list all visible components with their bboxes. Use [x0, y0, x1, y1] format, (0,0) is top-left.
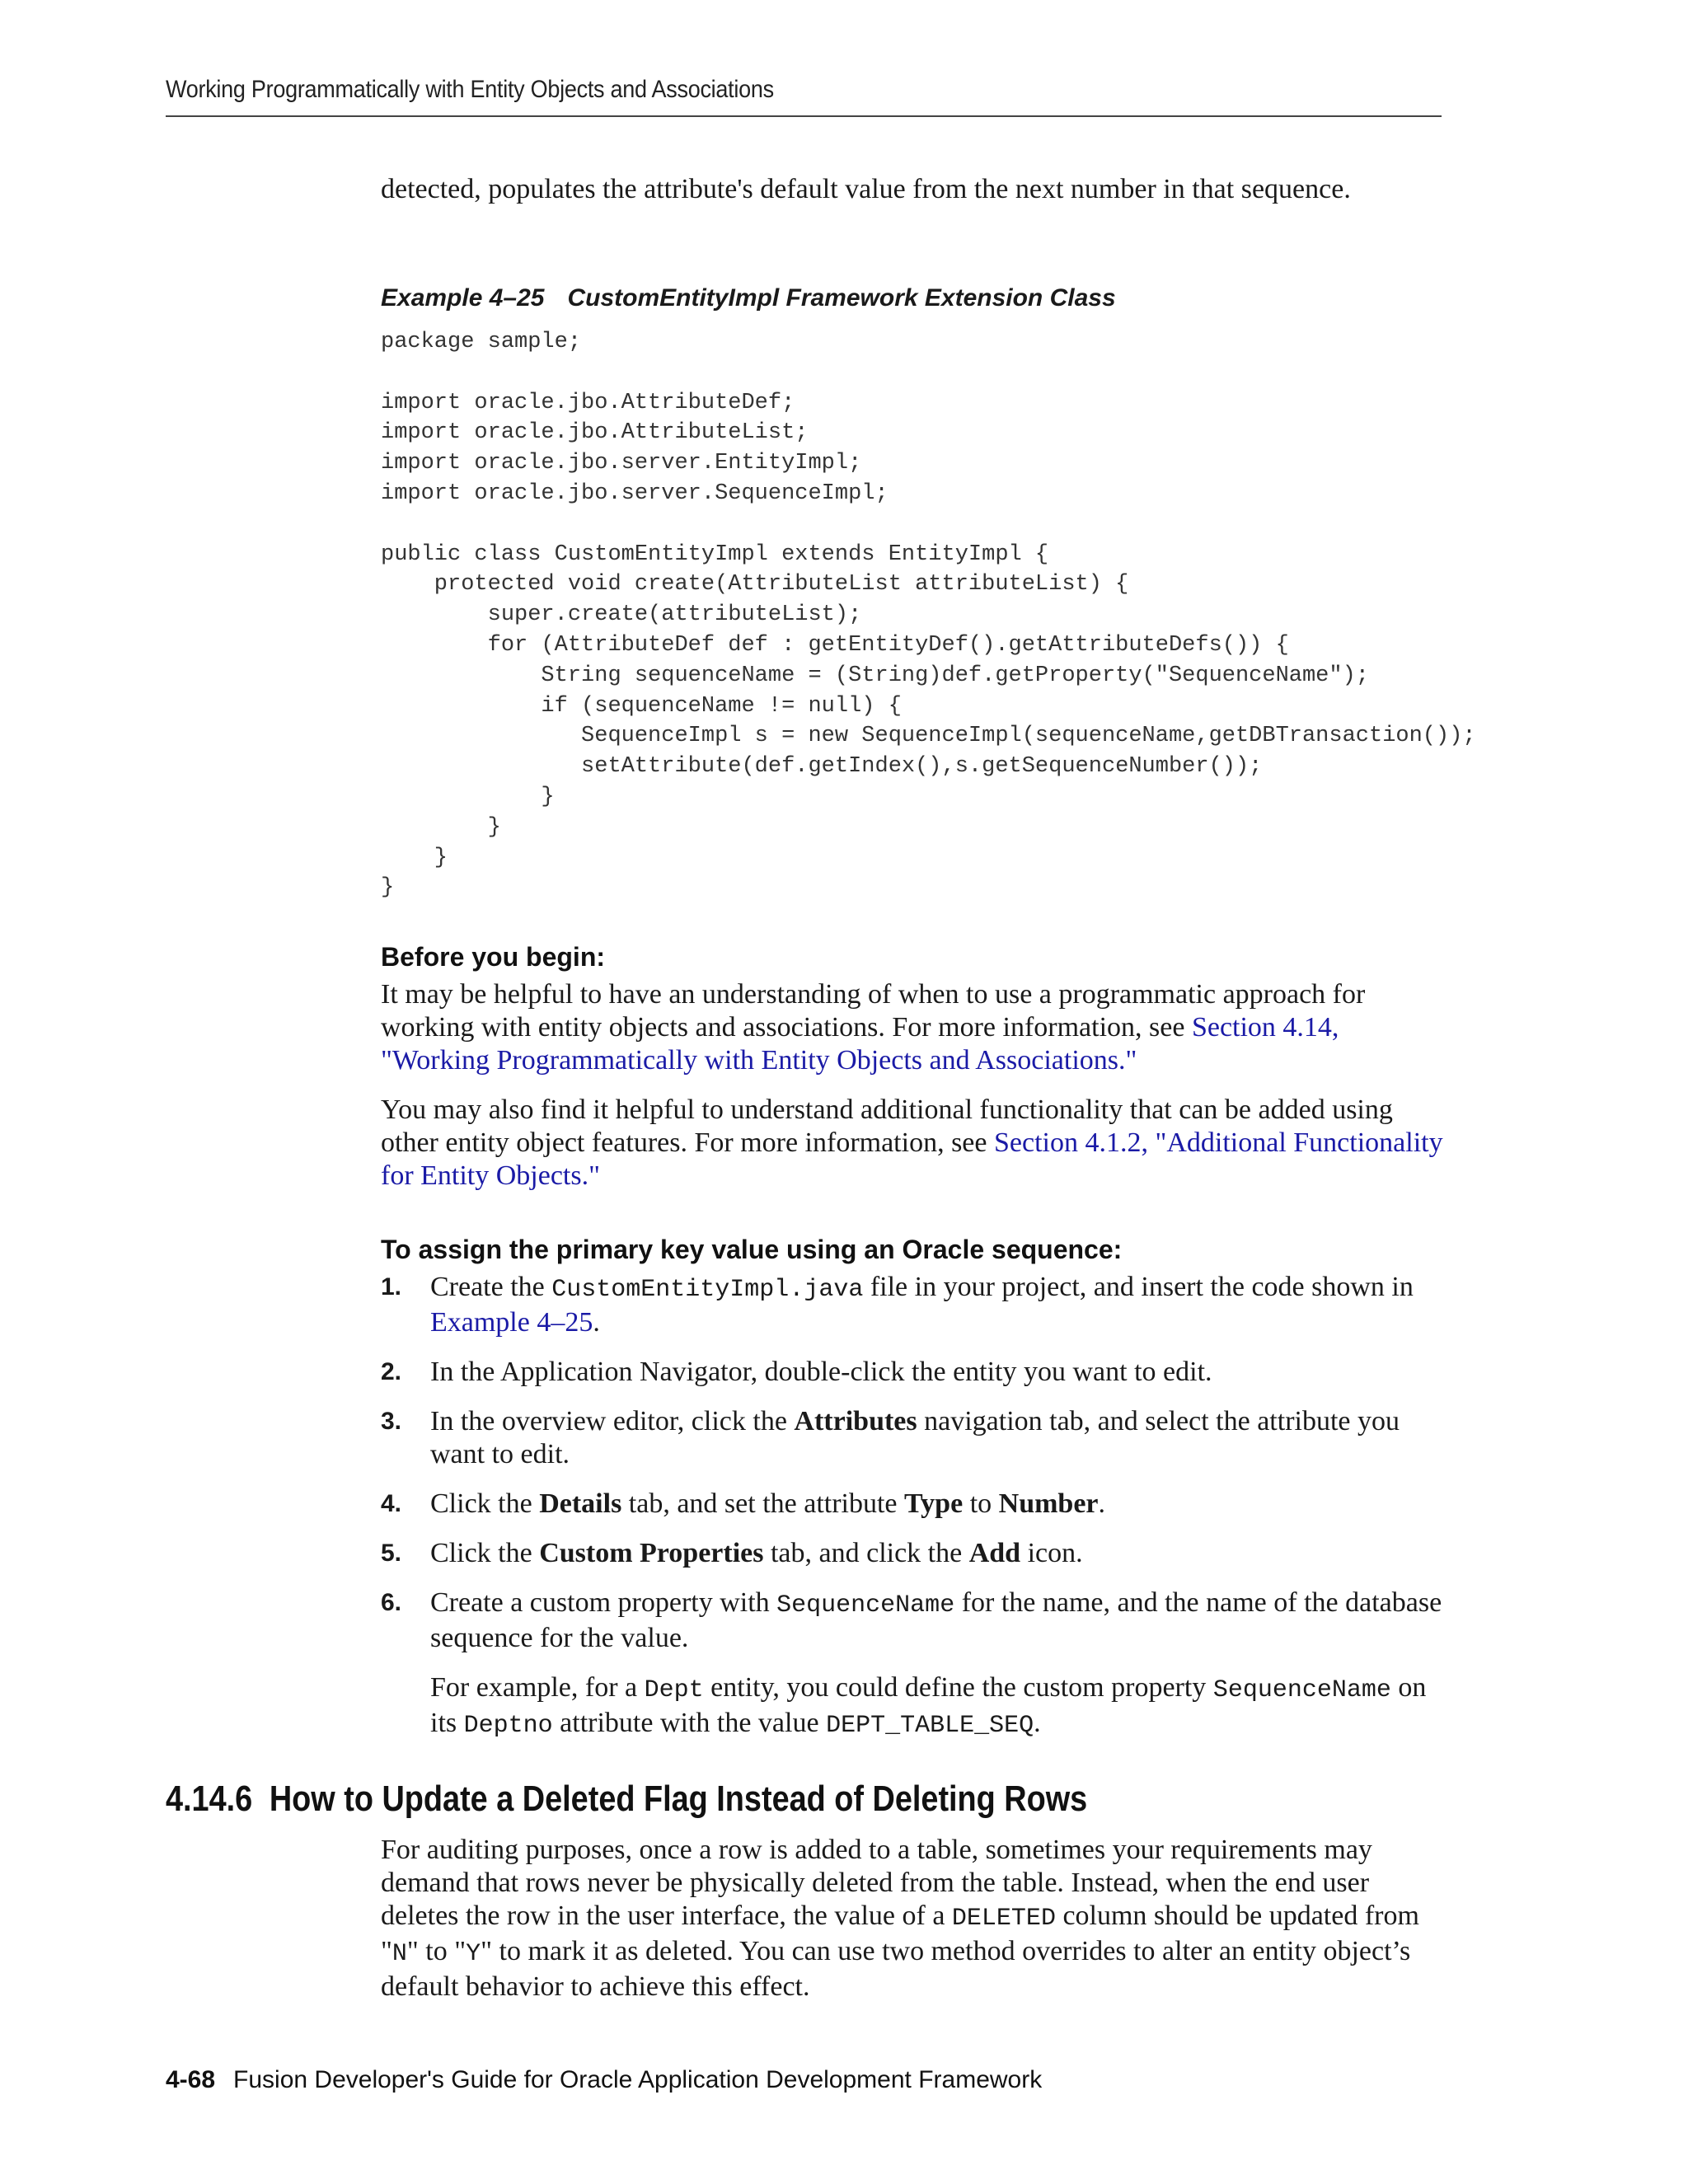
before-heading: Before you begin:: [381, 942, 606, 972]
section-text: " to mark it as deleted. You can use two method overrides to alter an entity object’s default behavior to achieve this effect.: [381, 1936, 1411, 2002]
step-text: tab, and set the attribute: [628, 1488, 898, 1519]
code-listing: package sample; import oracle.jbo.AttributeDef; import oracle.jbo.AttributeList; import oracle.jbo.server.EntityImpl; import oracle.jbo.server.SequenceImpl; public class CustomEntityImpl extends EntityImpl { protected void create(AttributeList attributeList) { super.create(attributeList); for (AttributeDef def : getEntityDef().getAttributeDefs()) { String sequenceName = (String)def.getProperty("SequenceName"); if (sequenceName != null) { SequenceImpl s = new SequenceImpl(sequenceName,getDBTransaction()); setAttribute(def.getIndex(),s.getSequenceNumber()); } } } }: [381, 330, 1476, 901]
step-text: Create the: [430, 1272, 545, 1302]
section-number: 4.14.6: [166, 1779, 253, 1819]
before-p1-text: It may be helpful to have an understanding of when to use a programmatic approach for working with entity objects and associations. For more information, see: [381, 979, 1366, 1043]
step-bold: Custom Properties: [539, 1538, 764, 1568]
procedure: [381, 1233, 1444, 1742]
step-text: navigation tab, and select the attribute you want to edit.: [430, 1406, 1400, 1469]
step-1: [381, 1271, 1444, 1339]
step-bold: Details: [539, 1488, 622, 1519]
header-rule: [166, 115, 1442, 117]
step-text: Click the: [430, 1488, 532, 1519]
step-4: [381, 1488, 1444, 1521]
step-text: file in your project, and insert the code shown in: [870, 1272, 1414, 1302]
inline-code: N: [392, 1940, 407, 1968]
page-footer: [166, 2066, 1042, 2094]
page-number: 4-68: [166, 2066, 216, 2093]
section-text: column should be updated from ": [381, 1900, 1419, 1966]
intro-text: detected, populates the attribute's default value from the next number in that sequence.: [381, 174, 1351, 204]
step-text: In the Application Navigator, double-click the entity you want to edit.: [430, 1357, 1212, 1387]
step-text: tab, and click the: [770, 1538, 963, 1568]
step-number: 4.: [381, 1490, 402, 1517]
step-6-note: [381, 1671, 1444, 1742]
step-text: icon.: [1027, 1538, 1083, 1568]
intro-paragraph: [381, 173, 1444, 206]
step-number: 2.: [381, 1358, 402, 1385]
note-text: entity, you could define the custom property: [710, 1672, 1207, 1703]
before-p2-text: You may also find it helpful to understand additional functionality that can be added using other entity object features. For more information, see: [381, 1094, 1393, 1158]
step-number: 5.: [381, 1540, 402, 1567]
inline-code: Y: [466, 1940, 481, 1968]
step-number: 6.: [381, 1589, 402, 1616]
example-number: Example 4–25: [381, 284, 545, 312]
step-5: [381, 1537, 1444, 1570]
step-text: to: [969, 1488, 992, 1519]
step-code: SequenceName: [776, 1591, 955, 1619]
step-number: 3.: [381, 1408, 402, 1435]
step-text: .: [593, 1307, 600, 1338]
note-code: Deptno: [463, 1712, 553, 1740]
section-4-1-2-link[interactable]: Section 4.1.2, "Additional Functionality for Entity Objects.": [381, 1127, 1443, 1191]
book-title: Fusion Developer's Guide for Oracle Application Development Framework: [233, 2066, 1043, 2093]
running-header: Working Programmatically with Entity Objects and Associations: [166, 76, 774, 103]
section-body: [381, 1834, 1444, 2004]
before-paragraph-2: [381, 1094, 1444, 1193]
example-title: CustomEntityImpl Framework Extension Class: [567, 284, 1116, 312]
step-bold: Attributes: [794, 1406, 917, 1436]
note-code: Dept: [644, 1676, 704, 1704]
section-paragraph: [381, 1834, 1444, 2004]
note-text: attribute with the value: [560, 1708, 819, 1738]
note-code: DEPT_TABLE_SEQ: [826, 1712, 1034, 1740]
example-4-25-link[interactable]: Example 4–25: [430, 1307, 593, 1338]
step-text: In the overview editor, click the: [430, 1406, 787, 1436]
before-paragraph-1: [381, 978, 1444, 1077]
section-heading: [166, 1779, 1087, 1820]
step-bold: Number: [998, 1488, 1099, 1519]
note-code: SequenceName: [1212, 1676, 1391, 1704]
section-text: For auditing purposes, once a row is added to a table, sometimes your requirements may demand that rows never be physically deleted from the table. Instead, when the end user deletes the row in the user interface, the value of a: [381, 1835, 1372, 1931]
step-2: [381, 1356, 1444, 1389]
note-text: For example, for a: [430, 1672, 638, 1703]
step-3: [381, 1405, 1444, 1471]
step-text: .: [1098, 1488, 1106, 1519]
note-text: .: [1034, 1708, 1041, 1738]
inline-code: DELETED: [951, 1905, 1056, 1933]
step-text: Click the: [430, 1538, 532, 1568]
step-6: [381, 1586, 1444, 1655]
step-bold: Add: [968, 1538, 1021, 1568]
note-text: on its: [430, 1672, 1427, 1738]
section-title: How to Update a Deleted Flag Instead of Deleting Rows: [269, 1779, 1088, 1819]
example-caption: [381, 284, 1116, 312]
section-text: " to ": [406, 1936, 467, 1966]
section-4-14-link[interactable]: Section 4.14, "Working Programmatically with Entity Objects and Associations.": [381, 1012, 1339, 1076]
step-number: 1.: [381, 1273, 402, 1301]
step-text: Create a custom property with: [430, 1587, 770, 1618]
step-bold: Type: [904, 1488, 964, 1519]
step-text: for the name, and the name of the database sequence for the value.: [430, 1587, 1442, 1653]
before-you-begin: [381, 940, 1444, 1193]
procedure-heading: To assign the primary key value using an Oracle sequence:: [381, 1235, 1123, 1264]
step-code: CustomEntityImpl.java: [551, 1276, 864, 1304]
